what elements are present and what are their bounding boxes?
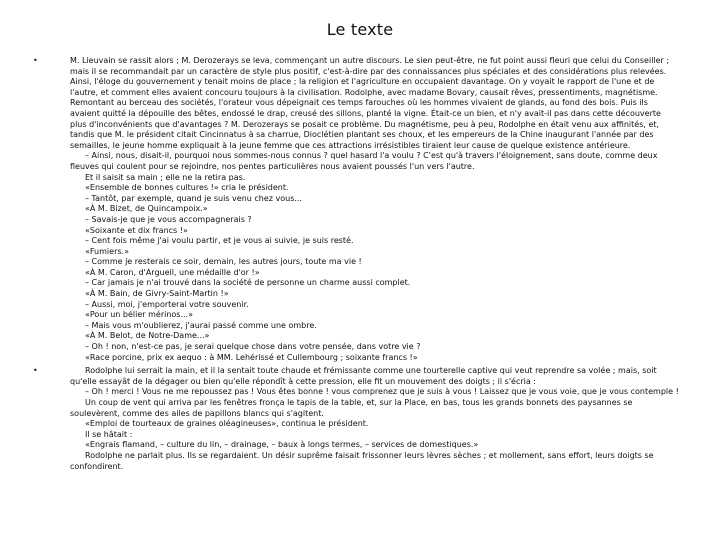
text-line: – Tantôt, par exemple, quand je suis venu chez vous... — [85, 193, 303, 203]
text-line: fleuves qui coulent pour se rejoindre, nos pentes particulières nous avaient poussés l'un vers l'autre. — [70, 161, 475, 171]
text-line: qu'elle essayât de la dégager ou bien qu'elle répondît à cette pression, elle fit un mouvement des doigts ; il s'écria : — [70, 376, 536, 386]
text-line: «Emploi de tourteaux de graines oléagineuses», continua le président. — [85, 419, 369, 429]
text-line: «À M. Caron, d'Argueil, une médaille d'or !» — [85, 267, 260, 277]
text-line: plus d'inconvénients que d'avantages ? M. Derozerays se posait ce problème. Du magnétisme, peu à peu, Rodolphe en était venu aux affinités, et, — [70, 119, 660, 129]
text-line: confondirent. — [70, 461, 124, 471]
text-line: mais il se recommandait par un caractère de style plus positif, c'est-à-dire par des connaissances plus spéciales et des considérations plus relevées. — [70, 66, 667, 76]
text-line: – Mais vous m'oublierez, j'aurai passé comme une ombre. — [85, 320, 317, 330]
text-line: – Ainsi, nous, disait-il, pourquoi nous sommes-nous connus ? quel hasard l'a voulu ? C'est qu'à travers l'éloignement, sans doute, comme deux — [85, 151, 658, 161]
bullet-paragraph-1 — [33, 56, 690, 363]
text-line: «Pour un bélier mérinos...» — [85, 310, 193, 320]
text-line: tandis que M. le président citait Cincinnatus à sa charrue, Dioclétien plantant ses choux, et les empereurs de la Chine inaugurant l'année par des — [70, 130, 654, 140]
text-line: «À M. Bain, de Givry-Saint-Martin !» — [85, 289, 229, 299]
text-line: – Cent fois même j'ai voulu partir, et je vous ai suivie, je suis resté. — [85, 236, 354, 246]
text-line: «Soixante et dix francs !» — [85, 225, 188, 235]
text-line: «Ensemble de bonnes cultures !» cria le président. — [85, 183, 289, 193]
bullet-marker: • — [33, 366, 38, 376]
bullet-marker: • — [33, 56, 38, 65]
text-line: Un coup de vent qui arriva par les fenêtres fronça le tapis de la table, et, sur la Place, en bas, tous les grands bonnets des paysannes se — [85, 398, 633, 407]
page-title: Le texte — [326, 20, 394, 39]
text-line: l'autre, et comment elles avaient concouru toujours à la civilisation. Rodolphe, avec madame Bovary, causait rêves, pressentiments, magnétisme. — [70, 87, 658, 97]
text-line: M. Lieuvain se rassit alors ; M. Derozerays se leva, commençant un autre discours. Le sien peut-être, ne fut point aussi fleuri que celui du Conseiller ; — [70, 56, 670, 65]
text-line: Il se hâtait : — [85, 429, 133, 439]
text-line: Remontant au berceau des sociétés, l'orateur vous dépeignait ces temps farouches où les hommes vivaient de glands, au fond des bois. Puis ils — [70, 98, 648, 108]
text-line: – Savais-je que je vous accompagnerais ? — [85, 214, 252, 224]
text-line: avaient quitté la dépouille des bêtes, endossé le drap, creusé des sillons, planté la vigne. Était-ce un bien, et n'y avait-il pas dans cette découverte — [70, 108, 661, 118]
text-line: Rodolphe lui serrait la main, et il la sentait toute chaude et frémissante comme une tourterelle captive qui veut reprendre sa volée ; mais, soit — [85, 366, 657, 376]
text-line: soulevèrent, comme des ailes de papillons blancs qui s'agitent. — [70, 408, 324, 418]
text-line: «Engrais flamand, – culture du lin, – drainage, – baux à longs termes, – services de domestiques.» — [85, 440, 479, 450]
text-line: «Race porcine, prix ex aequo : à MM. Lehérissé et Cullembourg ; soixante francs !» — [85, 352, 418, 362]
text-line: Ainsi, l'éloge du gouvernement y tenait moins de place ; la religion et l'agriculture en occupaient davantage. On y voyait le rapport de l'une et de — [70, 77, 655, 87]
text-line: – Oh ! merci ! Vous ne me repoussez pas ! Vous êtes bonne ! vous comprenez que je suis à vous ! Laissez que je vous voie, que je vous contemple ! — [85, 387, 679, 397]
text-line: semailles, le jeune homme expliquait à la jeune femme que ces attractions irrésistibles tiraient leur cause de quelque existence antérieure. — [70, 140, 631, 150]
text-line: – Comme je resterais ce soir, demain, les autres jours, toute ma vie ! — [85, 257, 362, 267]
bullet-paragraph-2 — [33, 366, 690, 472]
text-line: Rodolphe ne parlait plus. Ils se regardaient. Un désir suprême faisait frissonner leurs lèvres sèches ; et mollement, sans effort, leurs doigts se — [85, 450, 654, 460]
text-content — [33, 56, 690, 472]
text-line: «À M. Bizet, de Quincampoix.» — [85, 204, 208, 214]
text-line: – Oh ! non, n'est-ce pas, je serai quelque chose dans votre pensée, dans votre vie ? — [85, 342, 421, 352]
text-line: Et il saisit sa main ; elle ne la retira pas. — [85, 172, 246, 182]
text-line: – Car jamais je n'ai trouvé dans la société de personne un charme aussi complet. — [85, 278, 411, 288]
text-line: «Fumiers.» — [85, 246, 129, 256]
text-line: «À M. Belot, de Notre-Dame...» — [85, 331, 210, 341]
text-line: – Aussi, moi, j'emporterai votre souvenir. — [85, 299, 249, 309]
